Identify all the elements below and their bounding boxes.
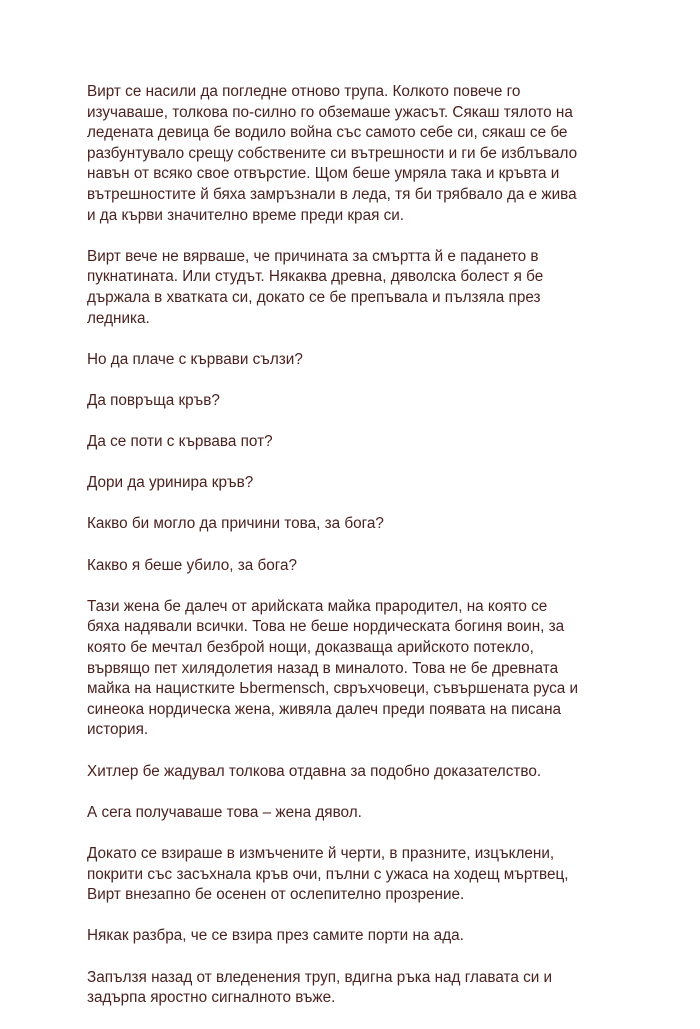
document-body bbox=[87, 82, 627, 1029]
paragraph: Някак разбра, че се взира през самите порти на ада. bbox=[87, 927, 464, 945]
paragraph: Дори да уринира кръв? bbox=[87, 474, 254, 492]
paragraph: Хитлер бе жадувал толкова отдавна за подобно доказателство. bbox=[87, 762, 542, 780]
paragraph: Докато се взираше в измъчените й черти, в празните, изцъклени, покрити със засъхнала кръв очи, пълни с ужаса на ходещ мъртвец, Вирт внезапно бе осенен от ослепително прозрение. bbox=[87, 844, 569, 904]
paragraph: Да се поти с кървава пот? bbox=[87, 433, 273, 451]
paragraph: Вирт вече не вярваше, че причината за смъртта й е падането в пукнатината. Или студът. Някаква древна, дяволска болест я бе държала в хватката си, докато се бе препъвала и пълзяла през ледника. bbox=[87, 247, 544, 327]
paragraph: Тази жена бе далеч от арийската майка прародител, на която се бяха надявали всички. Това не беше нордическата богиня воин, за която бе мечтал безброй нощи, доказваща арийското потекло, вървящо пет хилядолетия назад в миналото. Това не бе древната майка на нацистките Ьbermensch, свръхчовеци, съвършената руса и синеока нордическа жена, живяла далеч преди появата на писана история. bbox=[87, 597, 579, 739]
paragraph: Какво би могло да причини това, за бога? bbox=[87, 515, 384, 533]
paragraph: Вирт се насили да погледне отново трупа. Колкото повече го изучаваше, толкова по-силно го обземаше ужасът. Сякаш тялото на ледената девица бе водило война със самото себе си, сякаш се бе разбунтувало срещу собствените си вътрешности и ги бе изблъвало навън от всяко свое отвърстие. Щом беше умряла така и кръвта и вътрешностите й бяха замръзнали в леда, тя би трябвало да е жива и да кърви значително време преди края си. bbox=[87, 83, 578, 224]
paragraph: Да повръща кръв? bbox=[87, 391, 220, 409]
paragraph: А сега получаваше това – жена дявол. bbox=[87, 803, 362, 821]
paragraph: Запълзя назад от вледенения труп, вдигна ръка над главата си и задърпа яростно сигналното въже. bbox=[87, 968, 553, 1007]
paragraph: Какво я беше убило, за бога? bbox=[87, 556, 298, 574]
paragraph: Но да плаче с кървави сълзи? bbox=[87, 350, 303, 368]
